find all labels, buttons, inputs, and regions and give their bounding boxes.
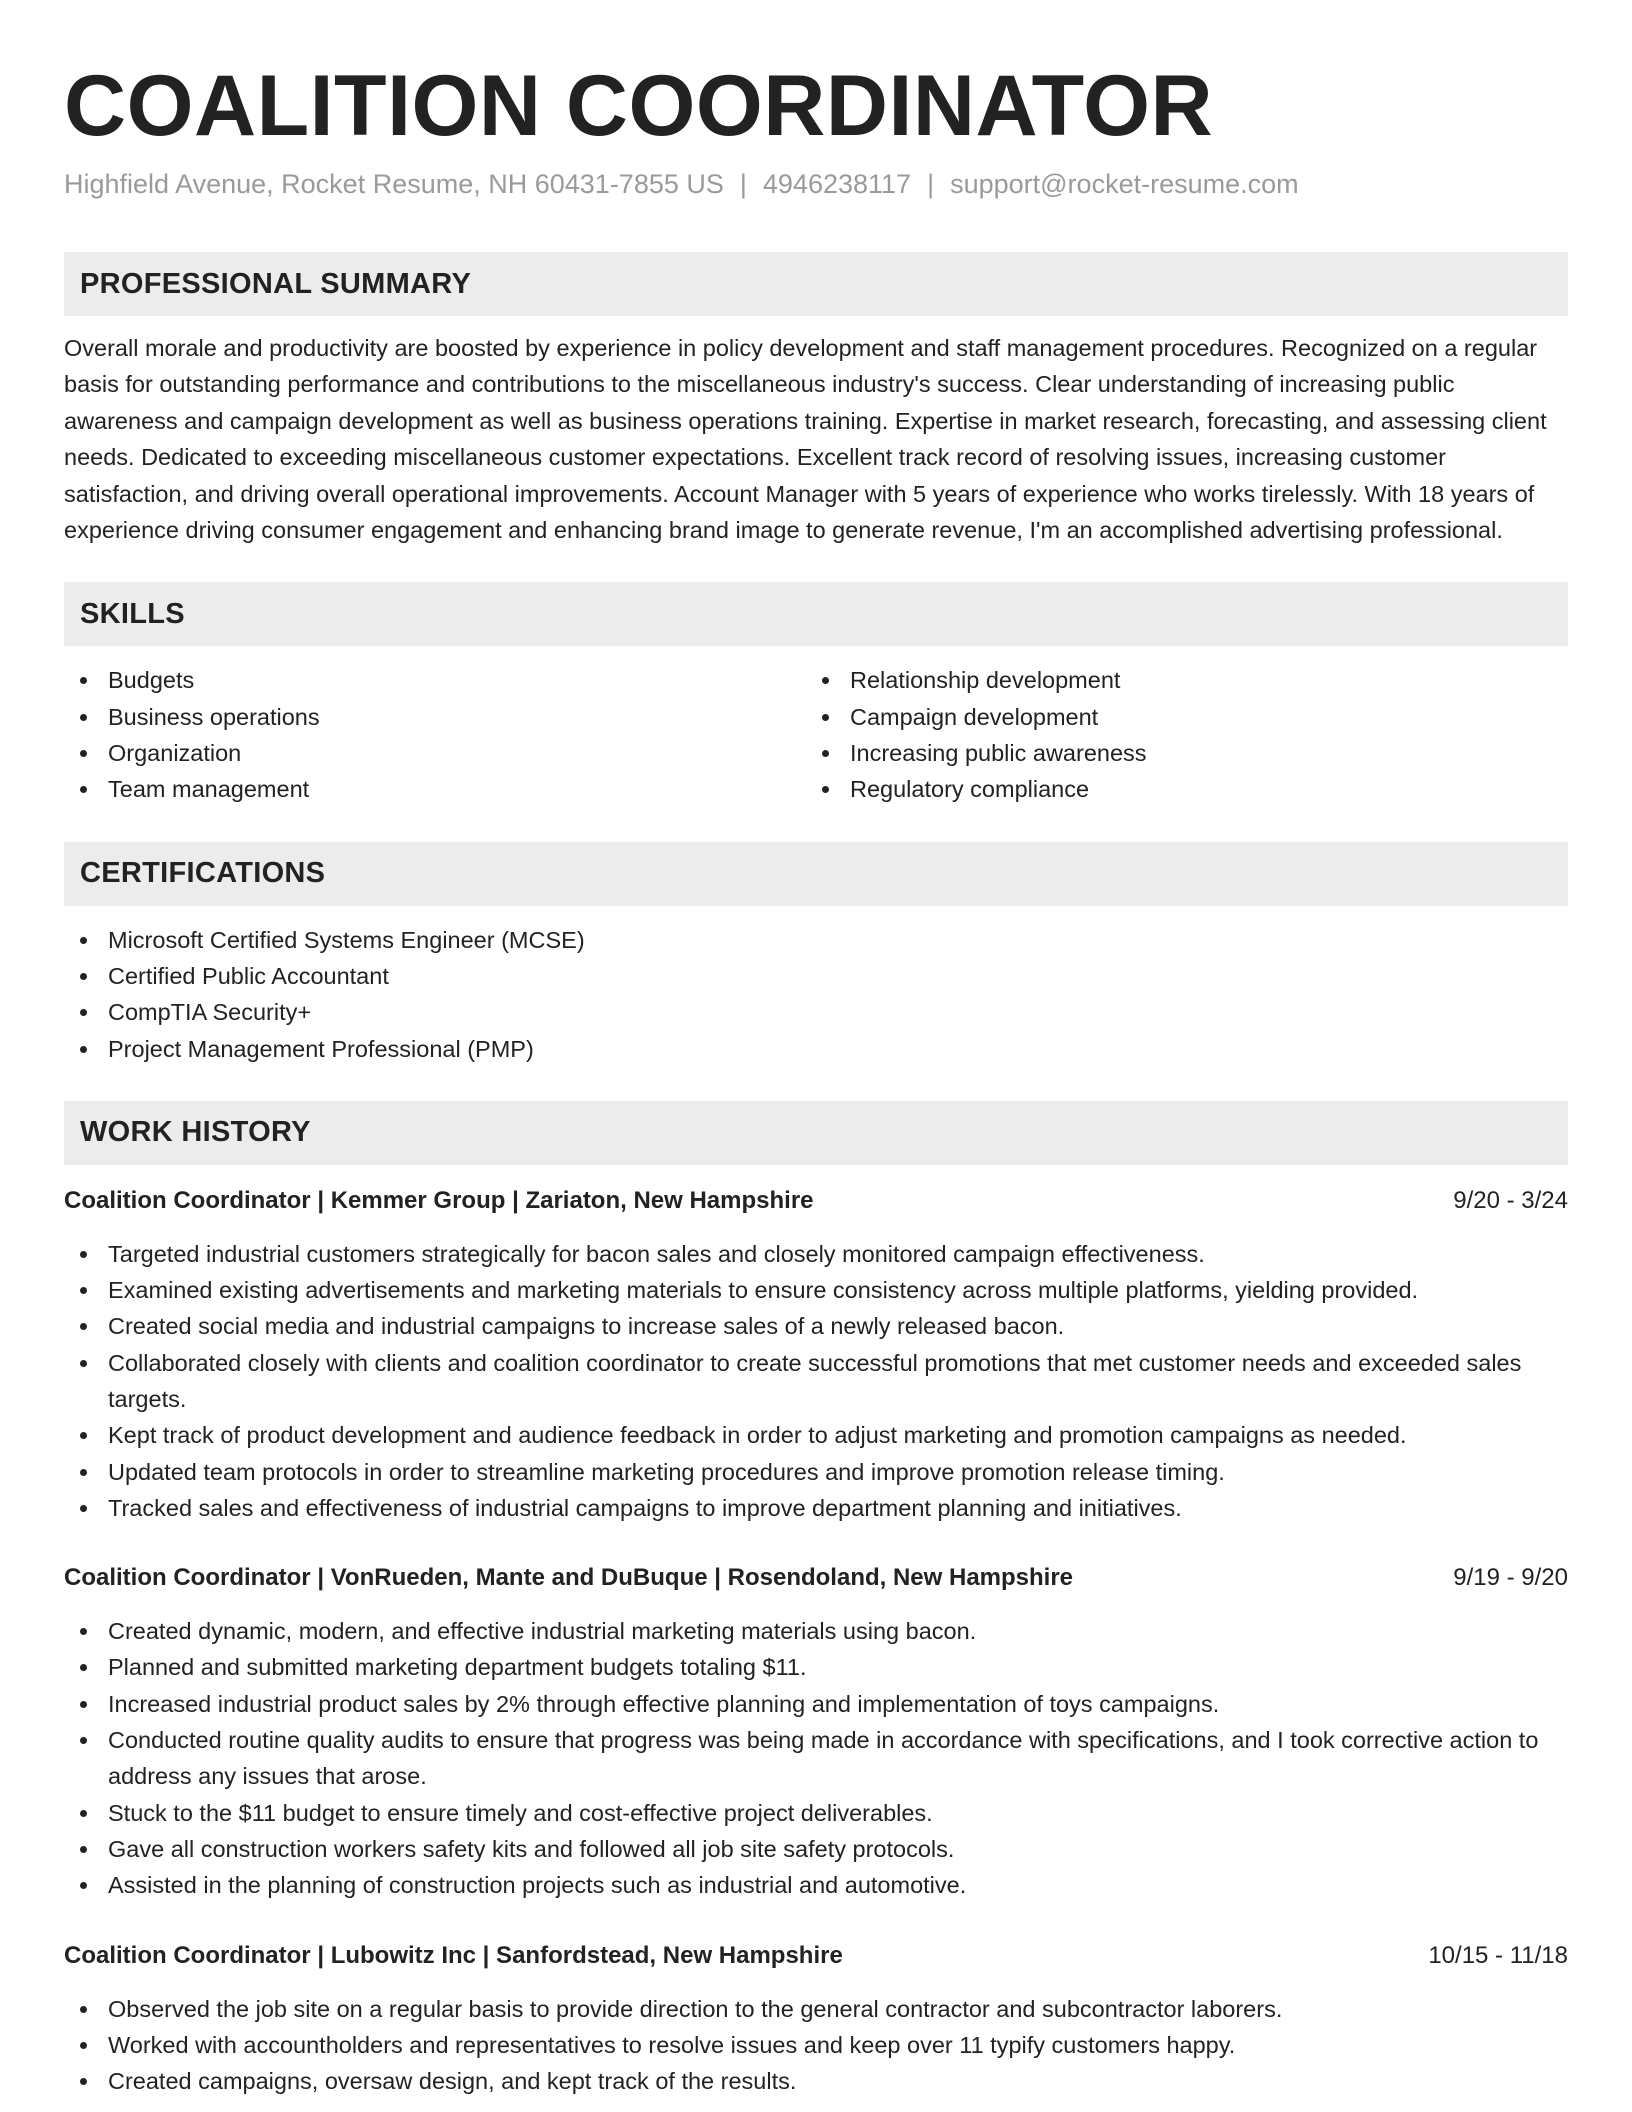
job-bullet: Updated team protocols in order to streamline marketing procedures and improve promotion release timing.: [64, 1454, 1568, 1490]
job-header: [64, 1183, 1568, 1219]
skill-item: Campaign development: [806, 699, 1548, 735]
job-dates: 10/15 - 11/18: [1428, 1941, 1568, 1969]
job-bullet: Kept track of product development and audience feedback in order to adjust marketing and promotion campaigns as needed.: [64, 1417, 1568, 1453]
job-header: [64, 1560, 1568, 1596]
job-bullet: Targeted industrial customers strategically for bacon sales and closely monitored campaign effectiveness.: [64, 1236, 1568, 1272]
job-bullet: Stuck to the $11 budget to ensure timely and cost-effective project deliverables.: [64, 1795, 1568, 1831]
job-title: Coalition Coordinator | Kemmer Group | Zariaton, New Hampshire: [64, 1186, 814, 1214]
job-bullet: Gave all construction workers safety kits and followed all job site safety protocols.: [64, 1831, 1568, 1867]
contact-separator: |: [927, 169, 935, 199]
section-header-skills: SKILLS: [64, 582, 1568, 646]
skills-list-right: [806, 662, 1548, 807]
skill-item: Increasing public awareness: [806, 735, 1548, 771]
job-title: Coalition Coordinator | VonRueden, Mante and DuBuque | Rosendoland, New Hampshire: [64, 1564, 1074, 1592]
skill-item: Relationship development: [806, 662, 1548, 698]
job-bullet: Assisted in the planning of construction projects such as industrial and automotive.: [64, 1867, 1568, 1903]
certification-item: Microsoft Certified Systems Engineer (MCSE): [64, 922, 1568, 958]
skill-item: Regulatory compliance: [806, 771, 1548, 807]
skills-list-left: [64, 662, 806, 807]
job-bullet: Observed the job site on a regular basis to provide direction to the general contractor and subcontractor laborers.: [64, 1991, 1568, 2027]
job-dates: 9/20 - 3/24: [1453, 1186, 1568, 1214]
skill-item: Budgets: [64, 662, 806, 698]
summary-text: Overall morale and productivity are boosted by experience in policy development and staff management procedures. Recognized on a regular basis for outstanding performance and contributions to the miscellaneous industry's success. Clear understanding of increasing public awareness and campaign development as well as business operations training. Expertise in market research, forecasting, and assessing client needs. Dedicated to exceeding miscellaneous customer expectations. Excellent track record of resolving issues, increasing customer satisfaction, and driving overall operational improvements. Account Manager with 5 years of experience who works tirelessly. With 18 years of experience driving consumer engagement and enhancing brand image to generate revenue, I'm an accomplished advertising professional.: [64, 335, 1547, 544]
skill-item: Team management: [64, 771, 806, 807]
skills-columns: [64, 662, 1568, 807]
job-bullet: Worked with accountholders and representatives to resolve issues and keep over 11 typify customers happy.: [64, 2027, 1568, 2063]
certifications-list: [64, 922, 1568, 1067]
job-bullet: Created dynamic, modern, and effective industrial marketing materials using bacon.: [64, 1613, 1568, 1649]
job-bullets: [64, 1991, 1568, 2100]
job-bullet: Conducted routine quality audits to ensure that progress was being made in accordance with specifications, and I took corrective action to address any issues that arose.: [64, 1722, 1568, 1795]
job-dates: 9/19 - 9/20: [1453, 1564, 1568, 1592]
job-bullet: Planned and submitted marketing department budgets totaling $11.: [64, 1649, 1568, 1685]
skill-item: Organization: [64, 735, 806, 771]
job-bullets: [64, 1613, 1568, 1903]
job-bullet: Examined existing advertisements and marketing materials to ensure consistency across multiple platforms, yielding provided.: [64, 1272, 1568, 1308]
section-header-certifications: CERTIFICATIONS: [64, 842, 1568, 906]
job-bullet: Tracked sales and effectiveness of industrial campaigns to improve department planning and initiatives.: [64, 1490, 1568, 1526]
contact-email[interactable]: support@rocket-resume.com: [950, 169, 1299, 199]
contact-line: [64, 164, 1568, 204]
contact-phone: 4946238117: [762, 169, 912, 199]
job-bullet: Collaborated closely with clients and coalition coordinator to create successful promotions that met customer needs and exceeded sales targets.: [64, 1345, 1568, 1418]
job-bullets: [64, 1236, 1568, 1526]
certification-item: Project Management Professional (PMP): [64, 1031, 1568, 1067]
skill-item: Business operations: [64, 699, 806, 735]
job-header: [64, 1938, 1568, 1974]
certification-item: Certified Public Accountant: [64, 958, 1568, 994]
certification-item: CompTIA Security+: [64, 994, 1568, 1030]
contact-separator: |: [739, 169, 747, 199]
section-header-work-history: WORK HISTORY: [64, 1101, 1568, 1165]
contact-address: Highfield Avenue, Rocket Resume, NH 60431-7855 US: [64, 169, 724, 199]
candidate-name: COALITION COORDINATOR: [64, 58, 1214, 154]
job-bullet: Created social media and industrial campaigns to increase sales of a newly released bacon.: [64, 1308, 1568, 1344]
job-bullet: Created campaigns, oversaw design, and kept track of the results.: [64, 2063, 1568, 2099]
job-bullet: Increased industrial product sales by 2% through effective planning and implementation of toys campaigns.: [64, 1686, 1568, 1722]
section-header-summary: PROFESSIONAL SUMMARY: [64, 252, 1568, 316]
job-title: Coalition Coordinator | Lubowitz Inc | Sanfordstead, New Hampshire: [64, 1941, 843, 1969]
